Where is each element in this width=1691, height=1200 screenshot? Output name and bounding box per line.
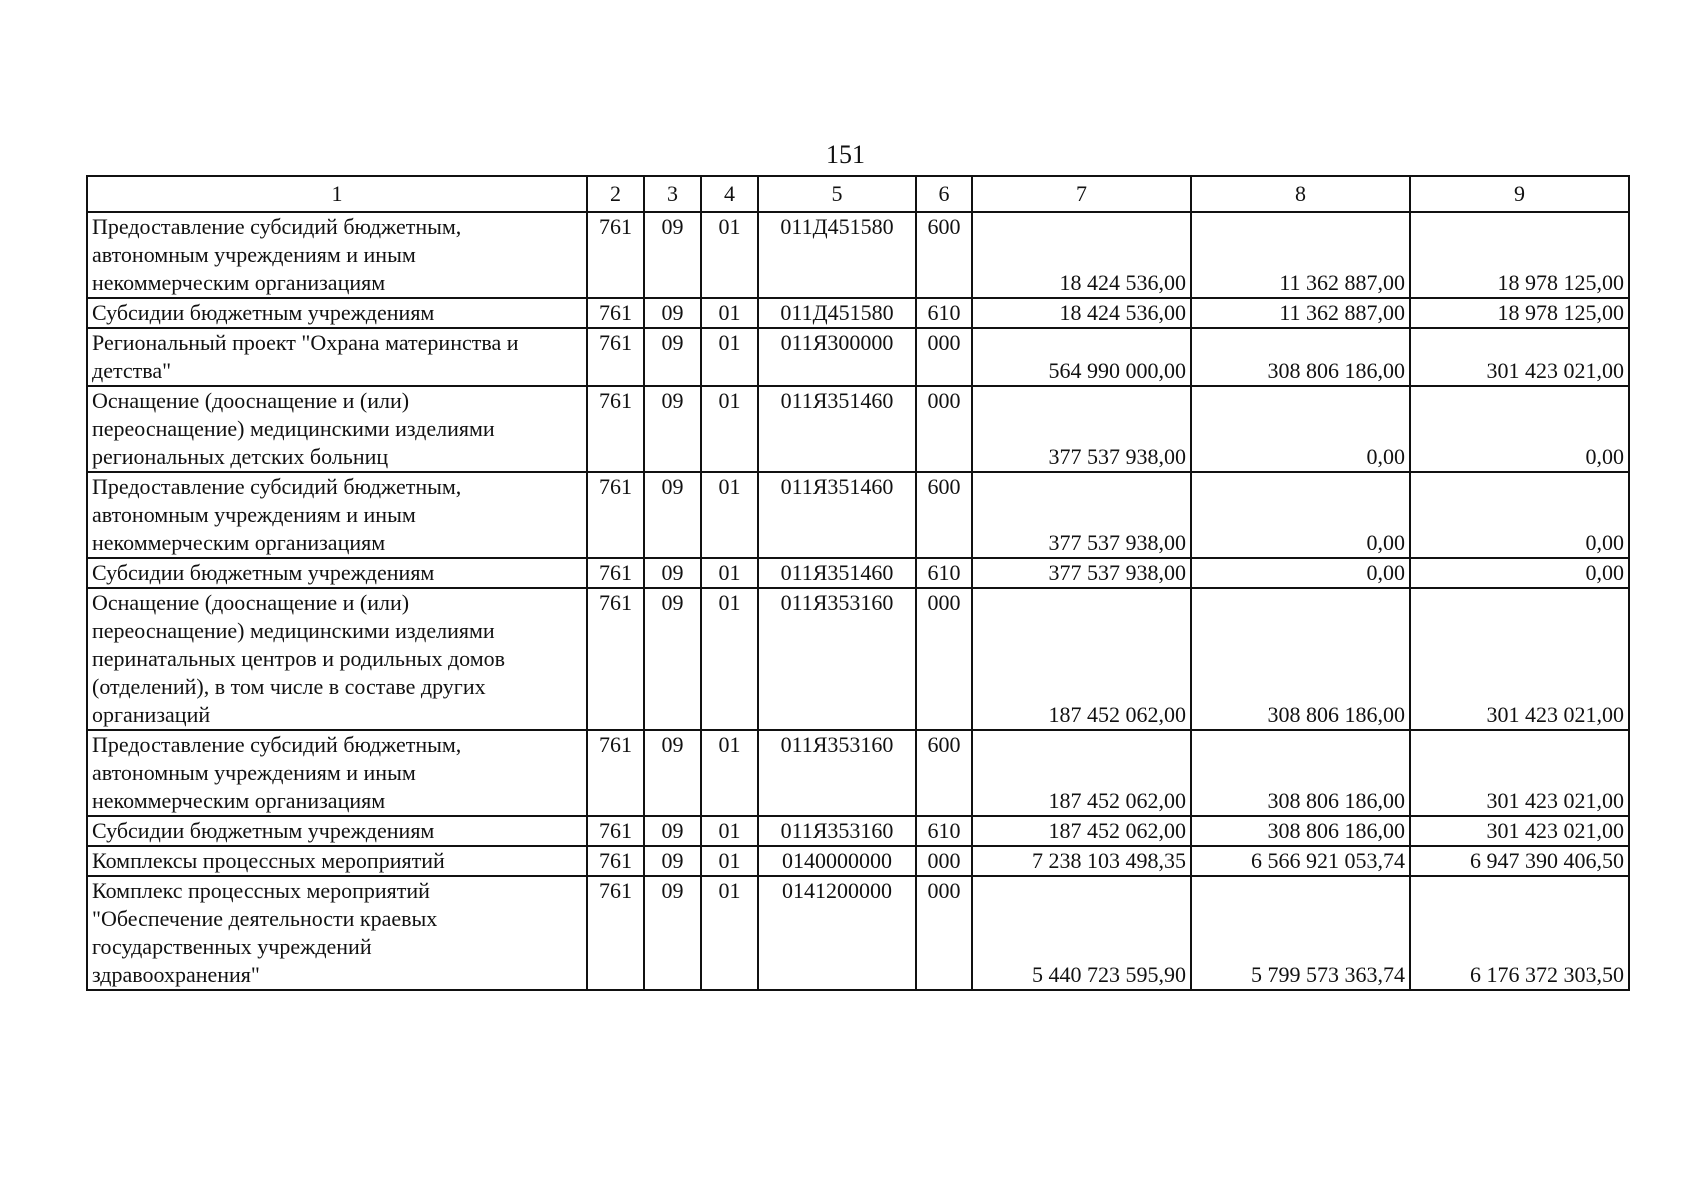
amount-cell-c9: 18 978 125,00 bbox=[1410, 212, 1629, 298]
code-cell-c2: 761 bbox=[587, 558, 644, 588]
code-cell-c2: 761 bbox=[587, 816, 644, 846]
amount-cell-c8: 0,00 bbox=[1191, 386, 1410, 472]
code-cell-c5: 011Д451580 bbox=[758, 212, 916, 298]
column-header: 5 bbox=[758, 176, 916, 212]
code-cell-c6: 000 bbox=[916, 386, 972, 472]
row-name-line: детства" bbox=[92, 358, 172, 383]
row-name-line: Региональный проект "Охрана материнства и bbox=[92, 330, 519, 355]
row-name-line: "Обеспечение деятельности краевых bbox=[92, 906, 438, 931]
code-cell-c4: 01 bbox=[701, 212, 758, 298]
row-name-line: перинатальных центров и родильных домов bbox=[92, 646, 506, 671]
row-name-line: Предоставление субсидий бюджетным, bbox=[92, 732, 462, 757]
table-row bbox=[87, 816, 1629, 846]
amount-cell-c9: 6 947 390 406,50 bbox=[1410, 846, 1629, 876]
code-cell-c3: 09 bbox=[644, 816, 701, 846]
code-cell-c4: 01 bbox=[701, 386, 758, 472]
code-cell-c6: 000 bbox=[916, 846, 972, 876]
amount-cell-c7: 18 424 536,00 bbox=[972, 212, 1191, 298]
row-name-line: региональных детских больниц bbox=[92, 444, 389, 469]
row-name-line: здравоохранения" bbox=[92, 962, 260, 987]
code-cell-c2: 761 bbox=[587, 472, 644, 558]
code-cell-c2: 761 bbox=[587, 386, 644, 472]
row-name-cell bbox=[87, 472, 587, 558]
amount-cell-c9: 301 423 021,00 bbox=[1410, 328, 1629, 386]
row-name-cell bbox=[87, 212, 587, 298]
amount-cell-c7: 187 452 062,00 bbox=[972, 816, 1191, 846]
amount-cell-c8: 308 806 186,00 bbox=[1191, 328, 1410, 386]
column-header: 7 bbox=[972, 176, 1191, 212]
row-name-line: Оснащение (дооснащение и (или) bbox=[92, 388, 410, 413]
code-cell-c4: 01 bbox=[701, 730, 758, 816]
row-name-line: переоснащение) медицинскими изделиями bbox=[92, 416, 495, 441]
amount-cell-c7: 18 424 536,00 bbox=[972, 298, 1191, 328]
amount-cell-c9: 301 423 021,00 bbox=[1410, 588, 1629, 730]
table-body bbox=[87, 212, 1629, 990]
column-header: 1 bbox=[87, 176, 587, 212]
code-cell-c5: 0140000000 bbox=[758, 846, 916, 876]
amount-cell-c9: 6 176 372 303,50 bbox=[1410, 876, 1629, 990]
column-header: 8 bbox=[1191, 176, 1410, 212]
code-cell-c6: 600 bbox=[916, 212, 972, 298]
column-header: 2 bbox=[587, 176, 644, 212]
code-cell-c2: 761 bbox=[587, 588, 644, 730]
code-cell-c3: 09 bbox=[644, 212, 701, 298]
amount-cell-c9: 0,00 bbox=[1410, 558, 1629, 588]
amount-cell-c8: 11 362 887,00 bbox=[1191, 298, 1410, 328]
row-name-cell bbox=[87, 298, 587, 328]
amount-cell-c8: 0,00 bbox=[1191, 558, 1410, 588]
column-header: 4 bbox=[701, 176, 758, 212]
code-cell-c3: 09 bbox=[644, 386, 701, 472]
code-cell-c5: 011Д451580 bbox=[758, 298, 916, 328]
table-row bbox=[87, 846, 1629, 876]
code-cell-c4: 01 bbox=[701, 472, 758, 558]
amount-cell-c8: 308 806 186,00 bbox=[1191, 588, 1410, 730]
row-name-cell bbox=[87, 816, 587, 846]
amount-cell-c8: 308 806 186,00 bbox=[1191, 730, 1410, 816]
amount-cell-c7: 377 537 938,00 bbox=[972, 558, 1191, 588]
row-name-line: Комплекс процессных мероприятий bbox=[92, 878, 430, 903]
code-cell-c5: 011Я353160 bbox=[758, 730, 916, 816]
row-name-line: организаций bbox=[92, 702, 211, 727]
code-cell-c3: 09 bbox=[644, 558, 701, 588]
code-cell-c2: 761 bbox=[587, 328, 644, 386]
column-header: 3 bbox=[644, 176, 701, 212]
amount-cell-c7: 377 537 938,00 bbox=[972, 472, 1191, 558]
table-row bbox=[87, 472, 1629, 558]
table-row bbox=[87, 588, 1629, 730]
row-name-line: государственных учреждений bbox=[92, 934, 372, 959]
column-header: 6 bbox=[916, 176, 972, 212]
row-name-cell bbox=[87, 558, 587, 588]
amount-cell-c8: 6 566 921 053,74 bbox=[1191, 846, 1410, 876]
row-name-line: Субсидии бюджетным учреждениям bbox=[92, 300, 435, 325]
code-cell-c2: 761 bbox=[587, 846, 644, 876]
row-name-line: (отделений), в том числе в составе других bbox=[92, 674, 486, 699]
amount-cell-c9: 0,00 bbox=[1410, 386, 1629, 472]
code-cell-c6: 000 bbox=[916, 876, 972, 990]
table-row bbox=[87, 876, 1629, 990]
code-cell-c3: 09 bbox=[644, 876, 701, 990]
code-cell-c6: 000 bbox=[916, 588, 972, 730]
row-name-line: некоммерческим организациям bbox=[92, 270, 386, 295]
page-number: 151 bbox=[826, 140, 865, 169]
amount-cell-c8: 11 362 887,00 bbox=[1191, 212, 1410, 298]
code-cell-c3: 09 bbox=[644, 588, 701, 730]
row-name-line: автономным учреждениям и иным bbox=[92, 502, 416, 527]
amount-cell-c9: 0,00 bbox=[1410, 472, 1629, 558]
code-cell-c4: 01 bbox=[701, 298, 758, 328]
table-row bbox=[87, 386, 1629, 472]
amount-cell-c7: 564 990 000,00 bbox=[972, 328, 1191, 386]
code-cell-c5: 011Я353160 bbox=[758, 588, 916, 730]
table-row bbox=[87, 730, 1629, 816]
amount-cell-c7: 5 440 723 595,90 bbox=[972, 876, 1191, 990]
row-name-line: автономным учреждениям и иным bbox=[92, 760, 416, 785]
column-header: 9 bbox=[1410, 176, 1629, 212]
budget-table bbox=[86, 175, 1630, 991]
code-cell-c3: 09 bbox=[644, 298, 701, 328]
amount-cell-c9: 301 423 021,00 bbox=[1410, 816, 1629, 846]
row-name-cell bbox=[87, 386, 587, 472]
table-row bbox=[87, 212, 1629, 298]
code-cell-c4: 01 bbox=[701, 876, 758, 990]
code-cell-c4: 01 bbox=[701, 328, 758, 386]
row-name-cell bbox=[87, 730, 587, 816]
header-row bbox=[87, 176, 1629, 212]
code-cell-c6: 610 bbox=[916, 816, 972, 846]
row-name-cell bbox=[87, 588, 587, 730]
code-cell-c5: 011Я353160 bbox=[758, 816, 916, 846]
code-cell-c5: 011Я351460 bbox=[758, 472, 916, 558]
code-cell-c4: 01 bbox=[701, 846, 758, 876]
row-name-line: некоммерческим организациям bbox=[92, 788, 386, 813]
row-name-line: Субсидии бюджетным учреждениям bbox=[92, 560, 435, 585]
row-name-cell bbox=[87, 876, 587, 990]
code-cell-c5: 011Я300000 bbox=[758, 328, 916, 386]
code-cell-c6: 000 bbox=[916, 328, 972, 386]
code-cell-c4: 01 bbox=[701, 588, 758, 730]
table-row bbox=[87, 558, 1629, 588]
amount-cell-c7: 377 537 938,00 bbox=[972, 386, 1191, 472]
row-name-line: Предоставление субсидий бюджетным, bbox=[92, 474, 462, 499]
code-cell-c3: 09 bbox=[644, 472, 701, 558]
amount-cell-c7: 187 452 062,00 bbox=[972, 730, 1191, 816]
row-name-line: автономным учреждениям и иным bbox=[92, 242, 416, 267]
code-cell-c6: 610 bbox=[916, 558, 972, 588]
amount-cell-c8: 5 799 573 363,74 bbox=[1191, 876, 1410, 990]
row-name-cell bbox=[87, 846, 587, 876]
code-cell-c5: 011Я351460 bbox=[758, 386, 916, 472]
row-name-line: переоснащение) медицинскими изделиями bbox=[92, 618, 495, 643]
row-name-cell bbox=[87, 328, 587, 386]
amount-cell-c9: 18 978 125,00 bbox=[1410, 298, 1629, 328]
row-name-line: Субсидии бюджетным учреждениям bbox=[92, 818, 435, 843]
code-cell-c6: 600 bbox=[916, 730, 972, 816]
amount-cell-c8: 308 806 186,00 bbox=[1191, 816, 1410, 846]
code-cell-c2: 761 bbox=[587, 730, 644, 816]
amount-cell-c7: 187 452 062,00 bbox=[972, 588, 1191, 730]
code-cell-c4: 01 bbox=[701, 558, 758, 588]
amount-cell-c8: 0,00 bbox=[1191, 472, 1410, 558]
code-cell-c2: 761 bbox=[587, 876, 644, 990]
code-cell-c3: 09 bbox=[644, 328, 701, 386]
code-cell-c4: 01 bbox=[701, 816, 758, 846]
row-name-line: некоммерческим организациям bbox=[92, 530, 386, 555]
code-cell-c3: 09 bbox=[644, 730, 701, 816]
row-name-line: Комплексы процессных мероприятий bbox=[92, 848, 445, 873]
code-cell-c5: 011Я351460 bbox=[758, 558, 916, 588]
amount-cell-c7: 7 238 103 498,35 bbox=[972, 846, 1191, 876]
code-cell-c3: 09 bbox=[644, 846, 701, 876]
code-cell-c6: 600 bbox=[916, 472, 972, 558]
code-cell-c6: 610 bbox=[916, 298, 972, 328]
code-cell-c5: 0141200000 bbox=[758, 876, 916, 990]
amount-cell-c9: 301 423 021,00 bbox=[1410, 730, 1629, 816]
table-row bbox=[87, 298, 1629, 328]
code-cell-c2: 761 bbox=[587, 298, 644, 328]
code-cell-c2: 761 bbox=[587, 212, 644, 298]
row-name-line: Предоставление субсидий бюджетным, bbox=[92, 214, 462, 239]
row-name-line: Оснащение (дооснащение и (или) bbox=[92, 590, 410, 615]
table-row bbox=[87, 328, 1629, 386]
